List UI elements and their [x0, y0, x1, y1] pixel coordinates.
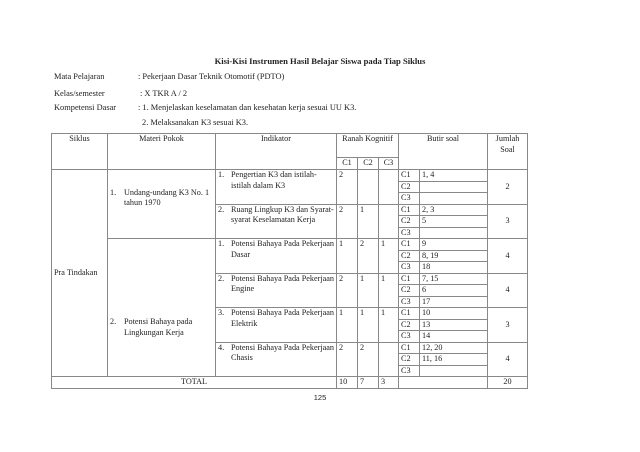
- butir-value: 5: [420, 216, 488, 228]
- ranah-c1: 2: [337, 342, 358, 377]
- indikator-text: Potensi Bahaya Pada Pekerjaan Chasis: [231, 342, 334, 362]
- butir-value: 9: [420, 239, 488, 251]
- materi-text: Potensi Bahaya pada Lingkungan Kerja: [124, 317, 193, 337]
- header-indikator: Indikator: [216, 134, 337, 170]
- header-row-1: [52, 134, 528, 158]
- butir-value: [420, 193, 488, 205]
- header-c1: C1: [337, 158, 358, 170]
- total-butir: [399, 377, 488, 389]
- butir-value: 14: [420, 331, 488, 343]
- butir-level: C3: [399, 193, 420, 205]
- butir-level: C1: [399, 239, 420, 251]
- butir-level: C1: [399, 204, 420, 216]
- butir-level: C2: [399, 285, 420, 297]
- butir-level: C3: [399, 227, 420, 239]
- kompetensi-value-1: : 1. Menjelaskan keselamatan dan kesehatan kerja sesuai UU K3.: [138, 103, 357, 112]
- indikator-number: 1.: [218, 239, 225, 248]
- indikator-number: 1.: [218, 170, 225, 179]
- ranah-c1: 1: [337, 239, 358, 274]
- butir-value: [420, 365, 488, 377]
- total-row: [52, 377, 528, 389]
- indikator-cell: [216, 239, 337, 274]
- ranah-c2: [358, 170, 379, 205]
- total-c1: 10: [337, 377, 358, 389]
- butir-value: 18: [420, 262, 488, 274]
- butir-value: 2, 3: [420, 204, 488, 216]
- document-title: Kisi-Kisi Instrumen Hasil Belajar Siswa pada Tiap Siklus: [214, 56, 426, 66]
- ranah-c1: 1: [337, 308, 358, 343]
- ranah-c3: 1: [379, 239, 399, 274]
- ranah-c1: 2: [337, 170, 358, 205]
- header-materi: Materi Pokok: [108, 134, 216, 170]
- materi-number: 2.: [110, 317, 117, 326]
- page-number: 125: [313, 393, 327, 402]
- kompetensi-value-2: 2. Melaksanakan K3 sesuai K3.: [142, 118, 249, 127]
- header-c2: C2: [358, 158, 379, 170]
- butir-value: 12, 20: [420, 342, 488, 354]
- butir-level: C2: [399, 216, 420, 228]
- total-label: TOTAL: [52, 377, 337, 389]
- kisi-table: [51, 133, 528, 389]
- ranah-c3: 1: [379, 273, 399, 308]
- butir-level: C2: [399, 250, 420, 262]
- indikator-cell: [216, 308, 337, 343]
- materi-cell: [108, 239, 216, 377]
- indikator-number: 2.: [218, 204, 225, 214]
- butir-value: 1, 4: [420, 170, 488, 182]
- total-jumlah: 20: [488, 377, 528, 389]
- butir-value: 11, 16: [420, 354, 488, 366]
- ranah-c3: [379, 204, 399, 239]
- jumlah-cell: 4: [488, 342, 528, 377]
- siklus-cell: Pra Tindakan: [52, 170, 108, 377]
- indikator-number: 2.: [218, 273, 225, 283]
- butir-value: 7, 15: [420, 273, 488, 285]
- ranah-c2: 1: [358, 204, 379, 239]
- butir-value: [420, 227, 488, 239]
- butir-value: 6: [420, 285, 488, 297]
- header-ranah: Ranah Kognitif: [337, 134, 399, 158]
- ranah-c1: 2: [337, 273, 358, 308]
- mata-pelajaran-label: Mata Pelajaran: [54, 72, 105, 81]
- header-siklus: Siklus: [52, 134, 108, 170]
- header-jumlah: Jumlah Soal: [488, 134, 528, 170]
- ranah-c3: 1: [379, 308, 399, 343]
- jumlah-cell: 4: [488, 273, 528, 308]
- jumlah-cell: 2: [488, 170, 528, 205]
- indikator-number: 3.: [218, 308, 225, 317]
- indikator-text: Pengertian K3 dan istilah-istilah dalam K3: [231, 170, 317, 190]
- jumlah-cell: 4: [488, 239, 528, 274]
- table-row: [52, 170, 528, 182]
- butir-level: C1: [399, 342, 420, 354]
- butir-level: C2: [399, 319, 420, 331]
- butir-value: 17: [420, 296, 488, 308]
- indikator-cell: [216, 342, 337, 377]
- butir-level: C1: [399, 170, 420, 182]
- butir-level: C3: [399, 331, 420, 343]
- header-butir: Butir soal: [399, 134, 488, 170]
- ranah-c2: 2: [358, 342, 379, 377]
- jumlah-cell: 3: [488, 308, 528, 343]
- indikator-cell: [216, 204, 337, 239]
- indikator-cell: [216, 273, 337, 308]
- meta-kompetensi: [54, 103, 356, 112]
- indikator-text: Potensi Bahaya Pada Pekerjaan Elektrik: [231, 308, 334, 328]
- table-row: [52, 239, 528, 251]
- mata-pelajaran-value: : Pekerjaan Dasar Teknik Otomotif (PDTO): [138, 72, 285, 81]
- indikator-cell: [216, 170, 337, 205]
- materi-cell: [108, 170, 216, 239]
- butir-level: C2: [399, 354, 420, 366]
- ranah-c1: 2: [337, 204, 358, 239]
- indikator-text: Potensi Bahaya Pada Pekerjaan Engine: [231, 273, 334, 293]
- butir-level: C1: [399, 273, 420, 285]
- butir-value: [420, 181, 488, 193]
- butir-value: 8, 19: [420, 250, 488, 262]
- ranah-c2: 2: [358, 239, 379, 274]
- kelas-value: : X TKR A / 2: [140, 89, 188, 98]
- materi-text: Undang-undang K3 No. 1 tahun 1970: [124, 187, 210, 207]
- butir-level: C3: [399, 262, 420, 274]
- meta-mata-pelajaran: [54, 72, 284, 81]
- ranah-c2: 1: [358, 273, 379, 308]
- total-c3: 3: [379, 377, 399, 389]
- header-c3: C3: [379, 158, 399, 170]
- ranah-c3: [379, 342, 399, 377]
- butir-value: 13: [420, 319, 488, 331]
- ranah-c2: 1: [358, 308, 379, 343]
- kompetensi-label: Kompetensi Dasar: [54, 103, 117, 112]
- ranah-c3: [379, 170, 399, 205]
- butir-level: C3: [399, 365, 420, 377]
- indikator-text: Potensi Bahaya Pada Pekerjaan Dasar: [231, 239, 334, 259]
- total-c2: 7: [358, 377, 379, 389]
- butir-value: 10: [420, 308, 488, 320]
- indikator-number: 4.: [218, 342, 225, 352]
- butir-level: C3: [399, 296, 420, 308]
- jumlah-cell: 3: [488, 204, 528, 239]
- kelas-label: Kelas/semester: [54, 89, 105, 98]
- butir-level: C1: [399, 308, 420, 320]
- materi-number: 1.: [110, 187, 117, 197]
- meta-kelas: [54, 89, 187, 98]
- indikator-text: Ruang Lingkup K3 dan Syarat-syarat Keselamatan Kerja: [231, 204, 334, 224]
- butir-level: C2: [399, 181, 420, 193]
